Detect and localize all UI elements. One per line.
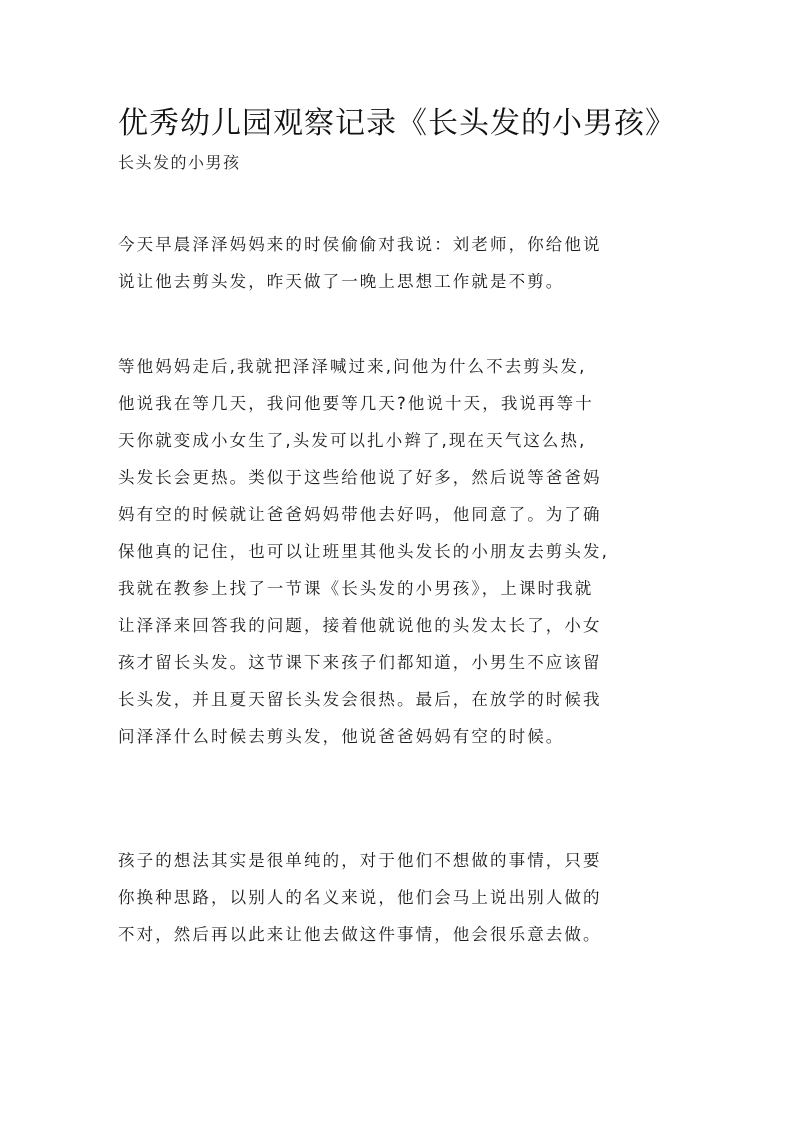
document-title: 优秀幼儿园观察记录《长头发的小男孩》 bbox=[118, 106, 676, 141]
paragraph-line: 头发长会更热。类似于这些给他说了好多，然后说等爸爸妈 bbox=[118, 468, 602, 487]
paragraph-line: 让泽泽来回答我的问题，接着他就说他的头发太长了，小女 bbox=[118, 616, 602, 635]
paragraph-line: 保他真的记住，也可以让班里其他头发长的小朋友去剪头发, bbox=[118, 542, 609, 561]
paragraph-line: 长头发，并且夏天留长头发会很热。最后，在放学的时候我 bbox=[118, 690, 602, 709]
paragraph-line: 我就在教参上找了一节课《长头发的小男孩》，上课时我就 bbox=[118, 579, 594, 598]
paragraph-line: 等他妈妈走后,我就把泽泽喊过来,问他为什么不去剪头发, bbox=[118, 357, 587, 376]
paragraph-line: 孩子的想法其实是很单纯的，对于他们不想做的事情，只要 bbox=[118, 851, 602, 870]
paragraph-line: 今天早晨泽泽妈妈来的时侯偷偷对我说：刘老师，你给他说 bbox=[118, 235, 602, 254]
paragraph-line: 妈有空的时候就让爸爸妈妈带他去好吗，他同意了。为了确 bbox=[118, 505, 602, 524]
paragraph-line: 问泽泽什么时候去剪头发，他说爸爸妈妈有空的时候。 bbox=[118, 727, 565, 746]
paragraph-line: 天你就变成小女生了,头发可以扎小辫了,现在天气这么热, bbox=[118, 431, 587, 450]
paragraph-line: 他说我在等几天，我问他要等几天?他说十天，我说再等十 bbox=[118, 394, 594, 413]
paragraph-line: 说让他去剪头发，昨天做了一晚上思想工作就是不剪。 bbox=[118, 272, 565, 291]
paragraph-line: 你换种思路，以别人的名义来说，他们会马上说出别人做的 bbox=[118, 888, 602, 907]
paragraph-line: 不对，然后再以此来让他去做这件事情，他会很乐意去做。 bbox=[118, 925, 602, 944]
document-subtitle: 长头发的小男孩 bbox=[118, 153, 241, 172]
paragraph-line: 孩才留长头发。这节课下来孩子们都知道，小男生不应该留 bbox=[118, 653, 602, 672]
paragraph-2 bbox=[118, 348, 609, 755]
paragraph-3 bbox=[118, 842, 602, 953]
paragraph-1 bbox=[118, 226, 602, 300]
